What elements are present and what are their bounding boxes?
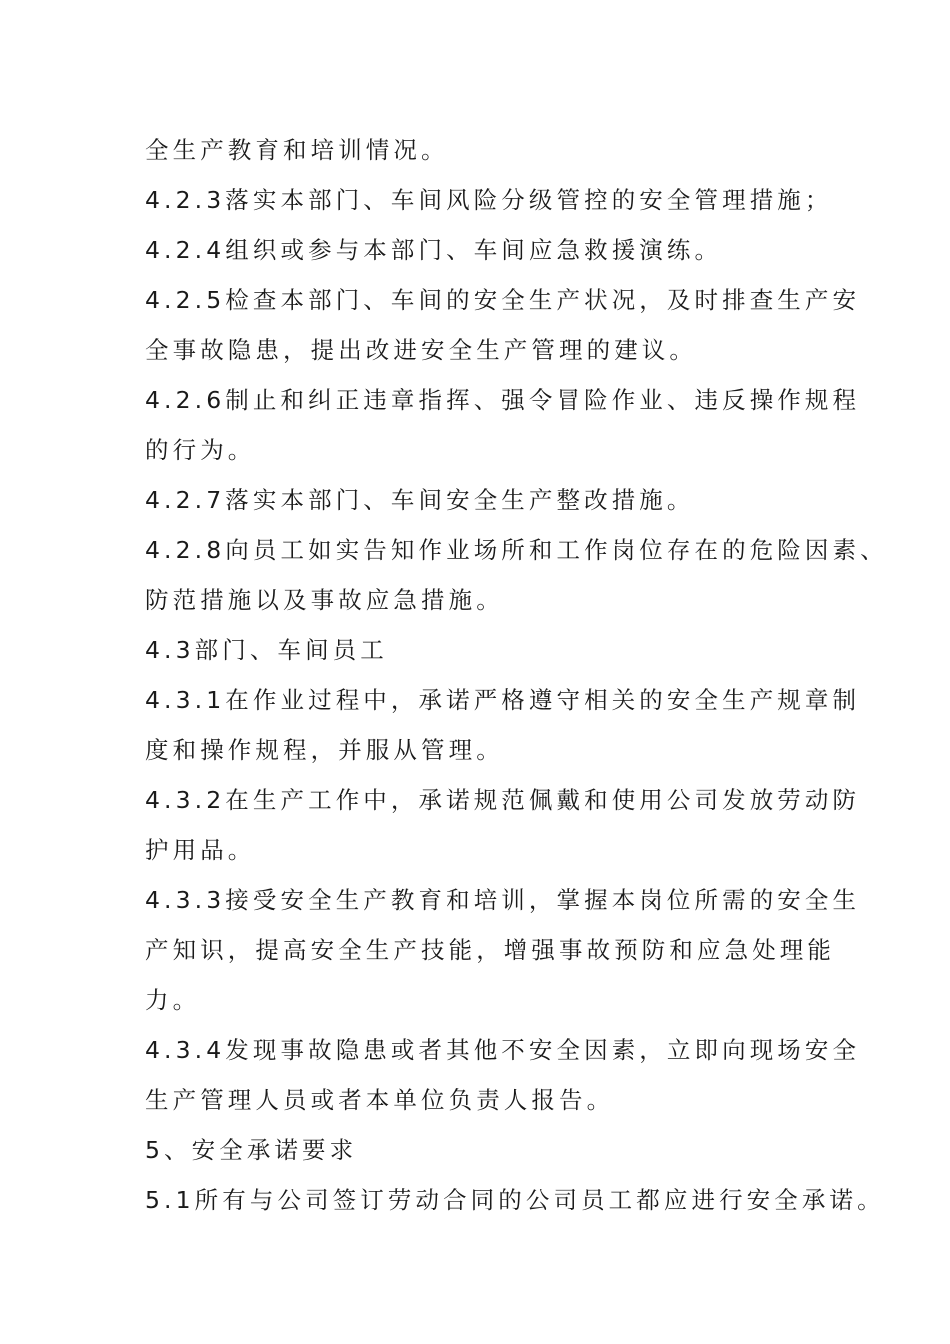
text-line: 4.2.3落实本部门、车间风险分级管控的安全管理措施； xyxy=(145,186,833,214)
section-heading: 4.3部门、车间员工 xyxy=(145,636,388,664)
text-line: 全事故隐患，提出改进安全生产管理的建议。 xyxy=(145,336,697,364)
text-line: 4.3.1在作业过程中，承诺严格遵守相关的安全生产规章制 xyxy=(145,686,861,714)
text-line: 生产管理人员或者本单位负责人报告。 xyxy=(145,1086,615,1114)
text-line: 4.2.6制止和纠正违章指挥、强令冒险作业、违反操作规程 xyxy=(145,386,861,414)
text-line: 的行为。 xyxy=(145,436,256,464)
text-line: 力。 xyxy=(145,986,201,1014)
text-line: 护用品。 xyxy=(145,836,256,864)
text-line: 4.2.8向员工如实告知作业场所和工作岗位存在的危险因素、 xyxy=(145,536,888,564)
text-line: 4.2.4组织或参与本部门、车间应急救援演练。 xyxy=(145,236,723,264)
text-line: 4.3.4发现事故隐患或者其他不安全因素，立即向现场安全 xyxy=(145,1036,861,1064)
section-heading: 5、安全承诺要求 xyxy=(145,1136,358,1164)
text-line: 4.3.3接受安全生产教育和培训，掌握本岗位所需的安全生 xyxy=(145,886,861,914)
text-line: 防范措施以及事故应急措施。 xyxy=(145,586,504,614)
text-line: 产知识，提高安全生产技能，增强事故预防和应急处理能 xyxy=(145,936,835,964)
text-line: 全生产教育和培训情况。 xyxy=(145,136,449,164)
text-line: 4.2.7落实本部门、车间安全生产整改措施。 xyxy=(145,486,695,514)
text-line: 4.3.2在生产工作中，承诺规范佩戴和使用公司发放劳动防 xyxy=(145,786,861,814)
text-line: 度和操作规程，并服从管理。 xyxy=(145,736,504,764)
text-line: 5.1所有与公司签订劳动合同的公司员工都应进行安全承诺。 xyxy=(145,1186,885,1214)
text-line: 4.2.5检查本部门、车间的安全生产状况，及时排查生产安 xyxy=(145,286,861,314)
